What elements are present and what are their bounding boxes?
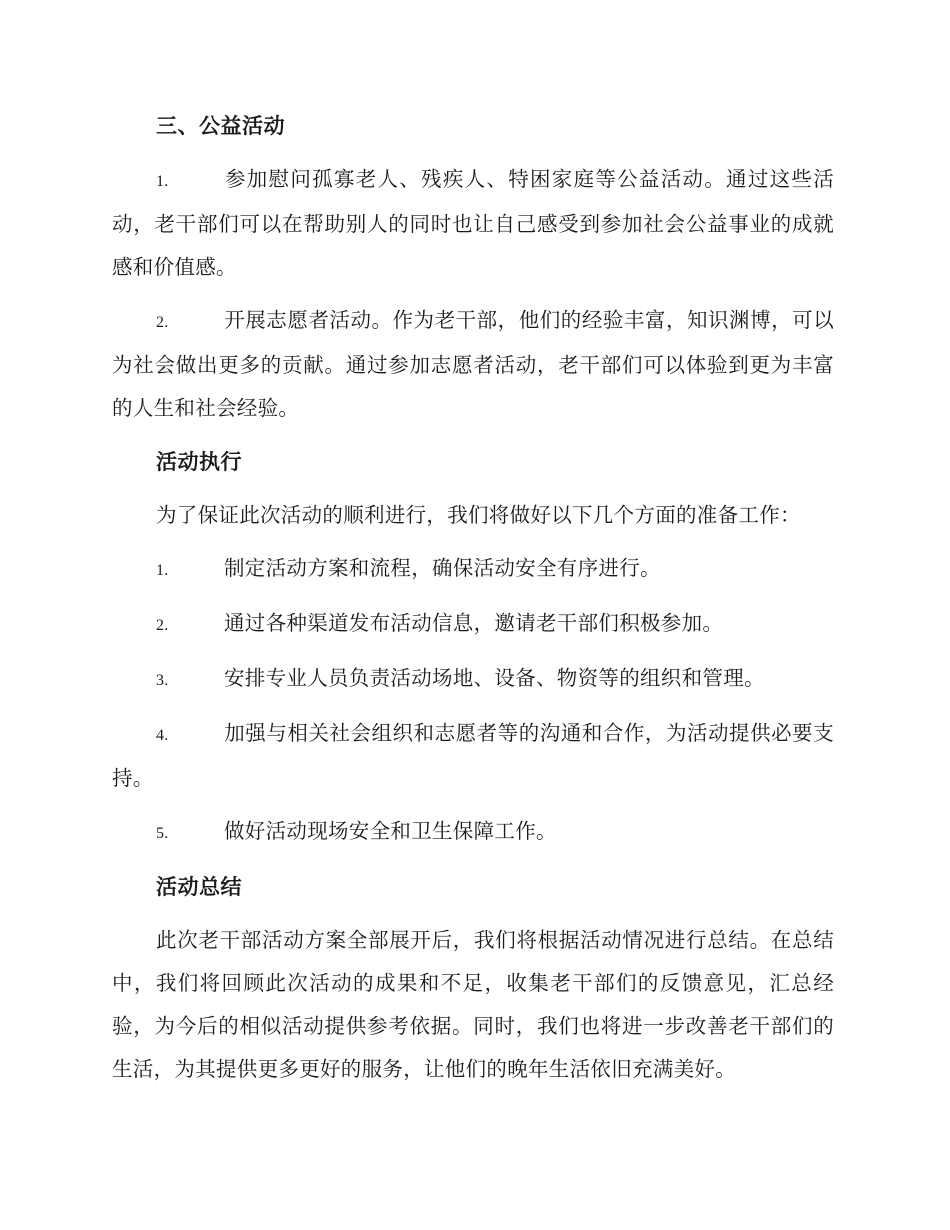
list-item-text: 制定活动方案和流程，确保活动安全有序进行。 bbox=[224, 556, 661, 580]
list-item-text: 安排专业人员负责活动场地、设备、物资等的组织和管理。 bbox=[224, 666, 765, 690]
list-item bbox=[112, 547, 834, 592]
list-item-text: 做好活动现场安全和卫生保障工作。 bbox=[224, 819, 557, 843]
list-item bbox=[112, 299, 834, 430]
list-number: 3. bbox=[156, 672, 169, 689]
summary-paragraph: 此次老干部活动方案全部展开后，我们将根据活动情况进行总结。在总结中，我们将回顾此次活动的成果和不足，收集老干部们的反馈意见，汇总经验，为今后的相似活动提供参考依据。同时，我们也将进一步改善老干部们的生活，为其提供更多更好的服务，让他们的晚年生活依旧充满美好。 bbox=[112, 928, 834, 1081]
list-number: 4. bbox=[156, 727, 169, 744]
section-heading-execution: 活动执行 bbox=[156, 450, 242, 474]
section-heading-public-welfare: 三、公益活动 bbox=[156, 114, 285, 138]
list-number: 1. bbox=[156, 173, 169, 190]
list-item bbox=[112, 657, 834, 702]
section-intro-paragraph: 为了保证此次活动的顺利进行，我们将做好以下几个方面的准备工作： bbox=[156, 503, 801, 527]
list-item bbox=[112, 158, 834, 289]
list-number: 2. bbox=[156, 617, 169, 634]
list-item-text: 通过各种渠道发布活动信息，邀请老干部们积极参加。 bbox=[224, 611, 724, 635]
list-number: 5. bbox=[156, 825, 169, 842]
section-heading-summary: 活动总结 bbox=[156, 875, 242, 899]
list-item bbox=[112, 712, 834, 800]
list-item-text: 参加慰问孤寡老人、残疾人、特困家庭等公益活动。通过这些活动，老干部们可以在帮助别人的同时也让自己感受到参加社会公益事业的成就感和价值感。 bbox=[112, 167, 834, 279]
list-item-text: 开展志愿者活动。作为老干部，他们的经验丰富，知识渊博，可以为社会做出更多的贡献。通过参加志愿者活动，老干部们可以体验到更为丰富的人生和社会经验。 bbox=[112, 308, 834, 420]
document-page bbox=[112, 104, 834, 1101]
list-item bbox=[112, 602, 834, 647]
list-item bbox=[112, 810, 834, 855]
list-number: 2. bbox=[156, 314, 169, 331]
list-number: 1. bbox=[156, 562, 169, 579]
list-item-text: 加强与相关社会组织和志愿者等的沟通和合作，为活动提供必要支持。 bbox=[112, 721, 834, 790]
